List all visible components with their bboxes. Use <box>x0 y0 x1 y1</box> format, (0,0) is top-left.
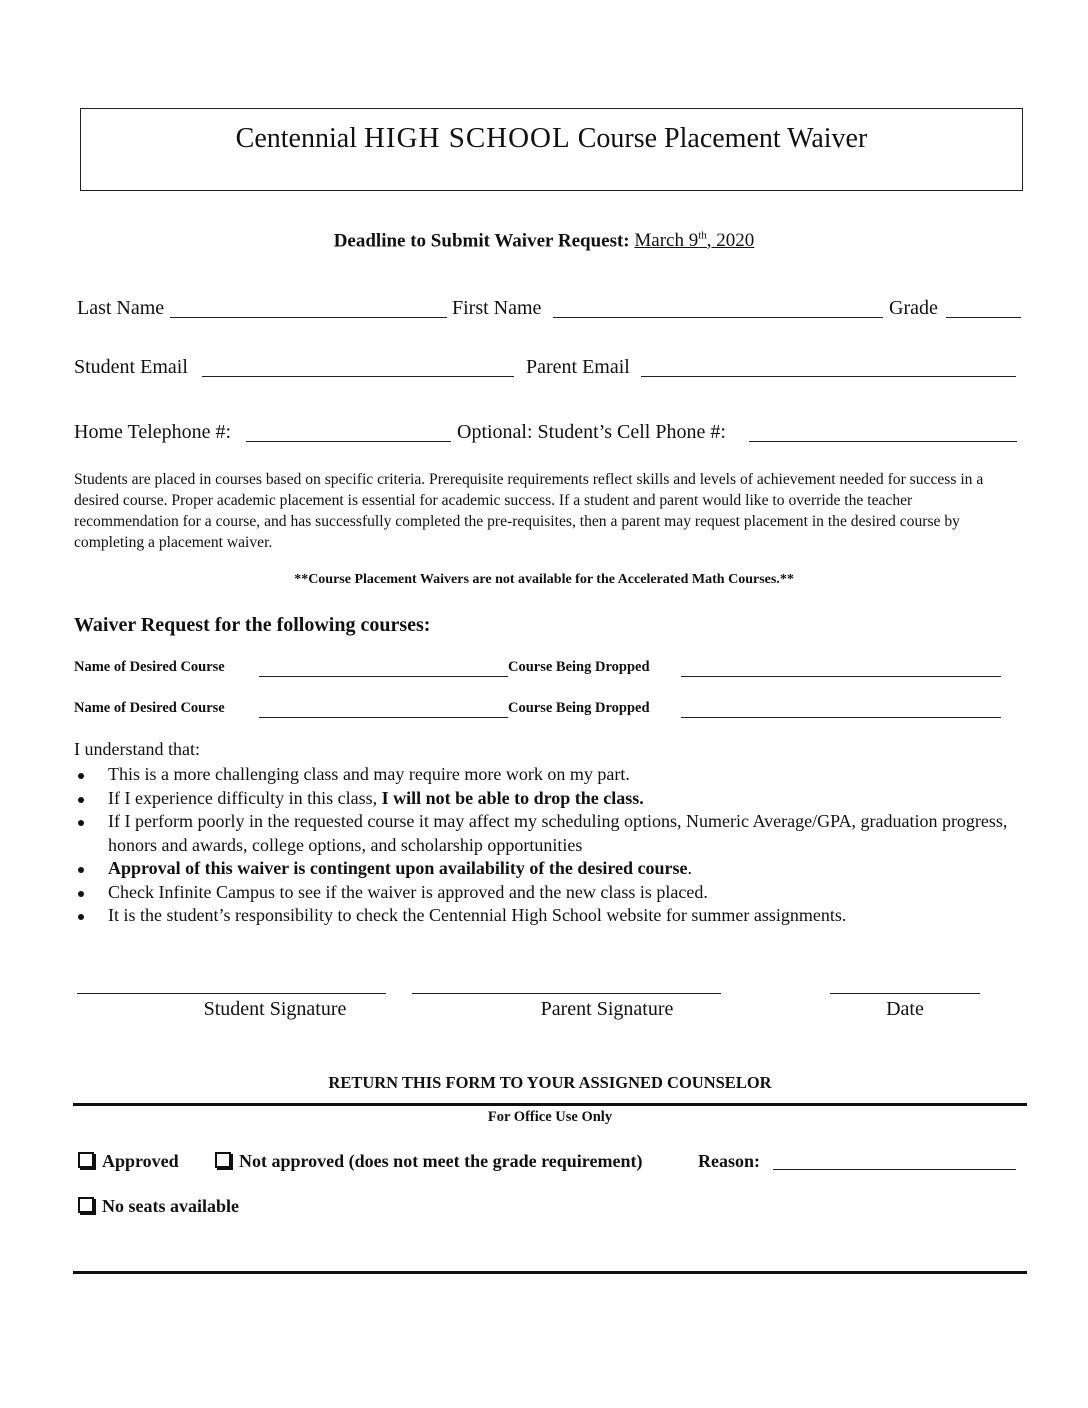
form-title <box>80 118 1023 159</box>
waiver-request-heading: Waiver Request for the following courses: <box>74 614 431 636</box>
no-seats-option[interactable] <box>78 1196 239 1217</box>
bullet-icon <box>78 891 84 897</box>
dropped-course-field[interactable] <box>681 717 1001 718</box>
first-name-field[interactable] <box>553 317 883 318</box>
return-instruction: RETURN THIS FORM TO YOUR ASSIGNED COUNSELOR <box>328 1073 772 1092</box>
title-school-name: Centennial <box>235 123 364 154</box>
checkbox-icon[interactable] <box>215 1152 231 1168</box>
office-divider-bottom <box>73 1271 1027 1274</box>
student-email-label: Student Email <box>74 356 188 378</box>
bullet-icon <box>78 820 84 826</box>
deadline-date-suffix: th <box>698 230 707 242</box>
dropped-course-label: Course Being Dropped <box>508 700 650 716</box>
deadline-line <box>0 230 1088 252</box>
deadline-date-year: , 2020 <box>706 230 755 252</box>
parent-signature-field[interactable] <box>412 993 721 994</box>
home-phone-label: Home Telephone #: <box>74 421 232 443</box>
not-approved-label: Not approved (does not meet the grade requirement) <box>239 1151 643 1171</box>
bullet-icon <box>78 797 84 803</box>
desired-course-label: Name of Desired Course <box>74 700 225 716</box>
last-name-label: Last Name <box>77 297 165 319</box>
reason-field[interactable] <box>773 1169 1016 1170</box>
deadline-label: Deadline to Submit Waiver Request: <box>333 230 630 252</box>
approved-label: Approved <box>102 1151 179 1171</box>
desired-course-field[interactable] <box>259 676 508 677</box>
parent-email-label: Parent Email <box>526 356 630 378</box>
deadline-date <box>634 230 754 251</box>
student-email-field[interactable] <box>202 376 514 377</box>
cell-phone-label: Optional: Student’s Cell Phone #: <box>457 421 726 443</box>
office-divider-top <box>73 1103 1027 1106</box>
dropped-course-field[interactable] <box>681 676 1001 677</box>
parent-email-field[interactable] <box>641 376 1016 377</box>
acknowledgement-list <box>74 763 1034 928</box>
title-form-name: Course Placement Waiver <box>570 123 868 154</box>
checkbox-icon[interactable] <box>78 1197 94 1213</box>
grade-field[interactable] <box>946 317 1021 318</box>
parent-signature-label: Parent Signature <box>540 998 674 1020</box>
bullet-icon <box>78 867 84 873</box>
date-field[interactable] <box>830 993 980 994</box>
title-high-school: HIGH SCHOOL <box>363 122 571 154</box>
desired-course-label: Name of Desired Course <box>74 659 225 675</box>
no-seats-label: No seats available <box>102 1196 239 1216</box>
list-item: If I experience difficulty in this class, I will not be able to drop the class. <box>74 787 1034 811</box>
understand-intro: I understand that: <box>74 739 200 759</box>
first-name-label: First Name <box>452 297 542 319</box>
cell-phone-field[interactable] <box>749 441 1017 442</box>
list-item: Check Infinite Campus to see if the waiver is approved and the new class is placed. <box>74 881 1034 905</box>
list-item: This is a more challenging class and may require more work on my part. <box>74 763 1034 787</box>
date-label: Date <box>886 998 924 1020</box>
grade-label: Grade <box>889 297 938 319</box>
list-item: It is the student’s responsibility to check the Centennial High School website for summer assignments. <box>74 904 1034 928</box>
home-phone-field[interactable] <box>246 441 451 442</box>
bullet-icon <box>78 773 84 779</box>
desired-course-field[interactable] <box>259 717 508 718</box>
student-signature-field[interactable] <box>77 993 386 994</box>
last-name-field[interactable] <box>170 317 447 318</box>
reason-label: Reason: <box>698 1151 760 1171</box>
bullet-icon <box>78 914 84 920</box>
approved-option[interactable] <box>78 1151 179 1172</box>
office-use-heading: For Office Use Only <box>487 1109 613 1125</box>
checkbox-icon[interactable] <box>78 1152 94 1168</box>
deadline-date-month: March 9 <box>634 230 699 252</box>
list-item: If I perform poorly in the requested course it may affect my scheduling options, Numeric Average/GPA, graduation progress, honors and awards, college options, and scholarship opportunities <box>74 810 1034 857</box>
intro-paragraph: Students are placed in courses based on specific criteria. Prerequisite requirements reflect skills and levels of achievement needed for success in a desired course. Proper academic placement is essential for academic success. If a student and parent would like to override the teacher recommendation for a course, and has successfully completed the pre-requisites, then a parent may request placement in the desired course by completing a placement waiver. <box>74 471 984 551</box>
accelerated-math-note: **Course Placement Waivers are not available for the Accelerated Math Courses.** <box>294 572 794 587</box>
student-signature-label: Student Signature <box>203 998 347 1020</box>
dropped-course-label: Course Being Dropped <box>508 659 650 675</box>
list-item: Approval of this waiver is contingent upon availability of the desired course. <box>74 857 1034 881</box>
not-approved-option[interactable] <box>215 1151 642 1172</box>
